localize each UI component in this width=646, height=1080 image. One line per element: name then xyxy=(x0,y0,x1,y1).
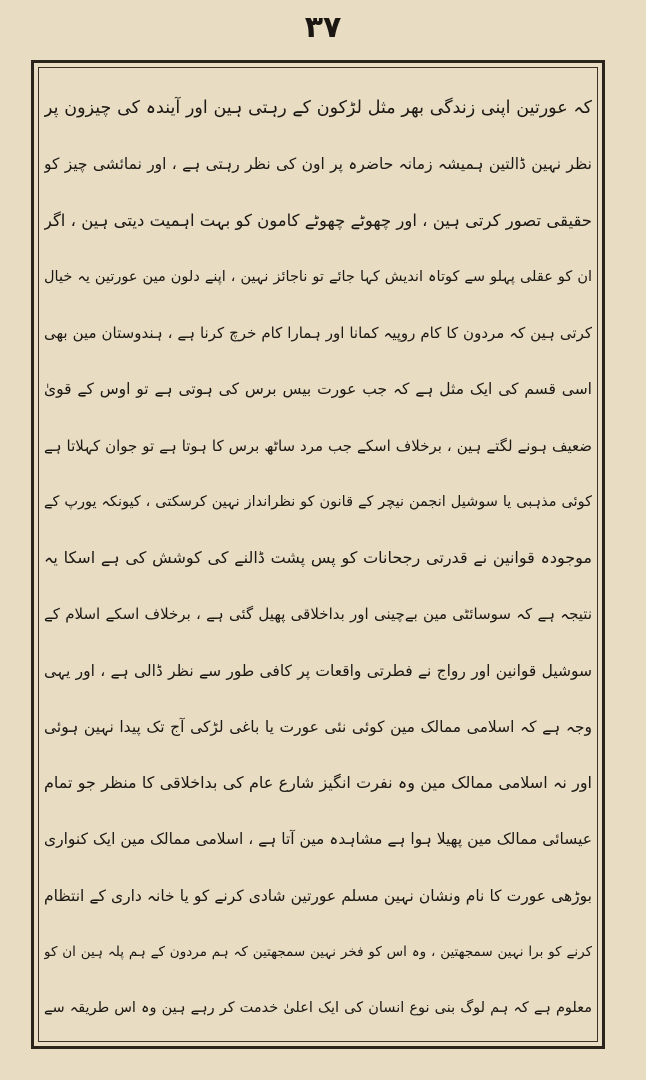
text-line: عیسائی ممالک مین پھیلا ہوا ہے مشاہدہ مین آتا ہے ، اسلامی ممالک مین ایک کنواری xyxy=(44,830,592,849)
text-line: کہ عورتین اپنی زندگی بھر مثل لڑکون کے رہتی ہین اور آیندہ کی چیزون پر xyxy=(44,98,592,118)
text-line: اسی قسم کی ایک مثل ہے کہ جب عورت بیس برس کی ہوتی ہے تو اوس کے قویٰ xyxy=(44,380,592,399)
body-text xyxy=(44,86,592,1030)
text-line: موجودہ قوانین نے قدرتی رجحانات کو پس پشت ڈالنے کی کوشش کی ہے اسکا یہ xyxy=(44,548,592,567)
text-line: نظر نہین ڈالتین ہمیشہ زمانہ حاضرہ پر اون کی نظر رہتی ہے ، اور نمائشی چیز کو xyxy=(44,155,592,174)
text-line: کوئی مذہبی یا سوشیل انجمن نیچر کے قانون کو نظرانداز نہین کرسکتی ، کیونکہ یورپ کے xyxy=(44,493,592,510)
text-line: سوشیل قوانین اور رواج نے فطرتی واقعات پر کافی طور سے نظر ڈالی ہے ، اور یہی xyxy=(44,661,592,680)
text-line: ان کو عقلی پہلو سے کوتاہ اندیش کہا جائے تو ناجائز نہین ، اپنے دلون مین عورتین یہ خیال xyxy=(44,268,592,285)
text-line: حقیقی تصور کرتی ہین ، اور چھوٹے چھوٹے کامون کو بہت اہمیت دیتی ہین ، اگر xyxy=(44,210,592,230)
text-line: وجہ ہے کہ اسلامی ممالک مین کوئی نئی عورت یا باغی لڑکی آج تک پیدا نہین ہوئی xyxy=(44,717,592,736)
text-line: نتیجہ ہے کہ سوسائٹی مین بےچینی اور بداخلاقی پھیل گئی ہے ، برخلاف اسکے اسلام کے xyxy=(44,605,592,624)
text-line: معلوم ہے کہ ہم لوگ بنی نوع انسان کی ایک اعلیٰ خدمت کر رہے ہین وہ اس طریقہ سے xyxy=(44,1000,592,1016)
text-line: کرنے کو برا نہین سمجھتین ، وہ اس کو فخر نہین سمجھتین کہ ہم مردون کے ہم پلہ ہین ان کو xyxy=(44,943,592,960)
text-line: ضعیف ہونے لگتے ہین ، برخلاف اسکے جب مرد ساٹھ برس کا ہوتا ہے تو جوان کہلاتا ہے xyxy=(44,436,592,455)
page-number: ۳۷ xyxy=(304,10,342,45)
text-line: اور نہ اسلامی ممالک مین وہ نفرت انگیز شارع عام کی بداخلاقی کا منظر جو تمام xyxy=(44,773,592,792)
text-line: بوڑھی عورت کا نام ونشان نہین مسلم عورتین شادی کرنے کو یا خانہ داری کے انتظام xyxy=(44,886,592,905)
text-line: کرتی ہین کہ مردون کا کام روپیہ کمانا اور ہمارا کام خرچ کرنا ہے ، ہندوستان مین بھی xyxy=(44,324,592,342)
